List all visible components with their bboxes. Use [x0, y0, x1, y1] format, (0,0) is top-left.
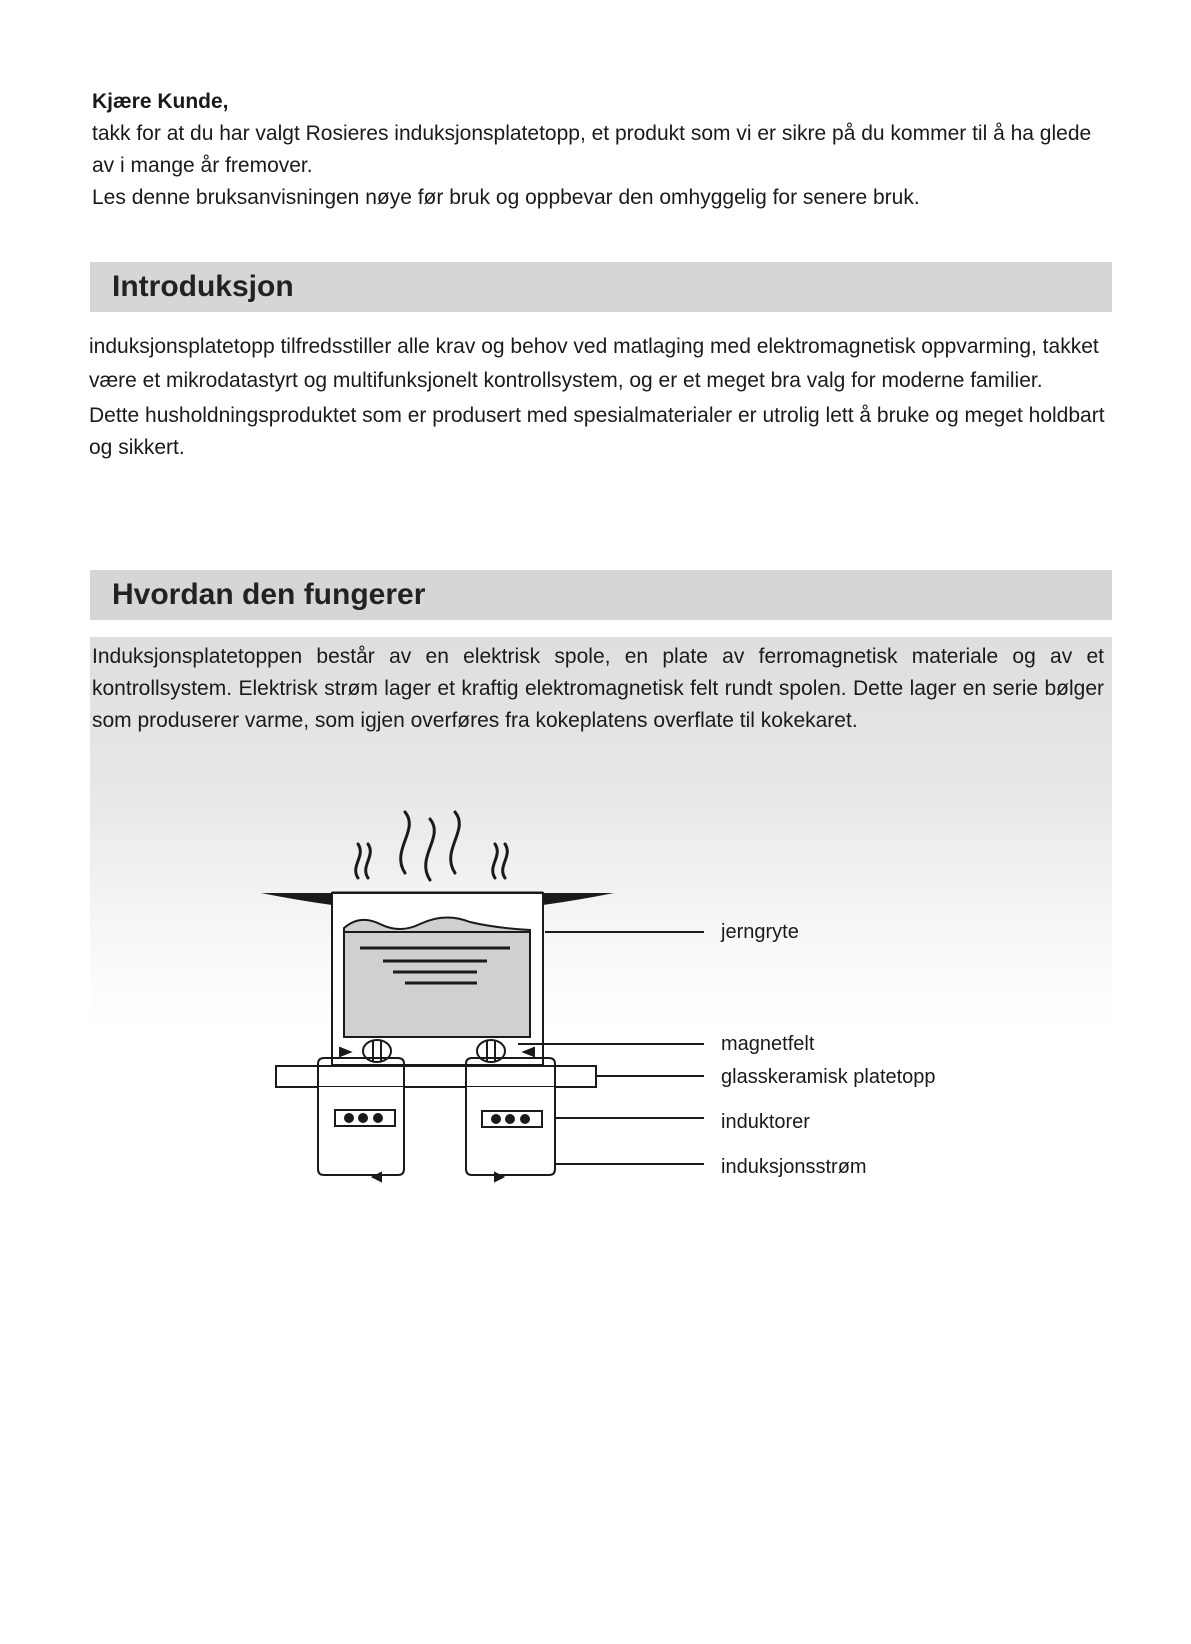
steam-icon [356, 812, 508, 880]
how-paragraph: Induksjonsplatetoppen består av en elektrisk spole, en plate av ferromagnetisk materiale og av et kontrollsystem. Elektrisk strøm lager et kraftig elektromagnetisk felt rundt spolen. Dette lager en serie bølger som produserer varme, som igjen overføres fra kokeplatens overflate til kokekaret. [92, 645, 1104, 732]
greeting-thanks: takk for at du har valgt Rosieres induksjonsplatetopp, et produkt som vi er sikre på du kommer til å ha glede av i mange år fremover. [92, 122, 1092, 177]
glass-top-icon [276, 1066, 596, 1087]
label-pot: jerngryte [721, 921, 799, 943]
salutation: Kjære Kunde, [92, 90, 229, 113]
pot-icon [261, 893, 614, 1065]
label-induction-current: induksjonsstrøm [721, 1156, 867, 1178]
intro-heading: Introduksjon [112, 270, 294, 303]
label-magnetic-field: magnetfelt [721, 1033, 815, 1055]
label-inductors: induktorer [721, 1111, 810, 1133]
greeting-instructions: Les denne bruksanvisningen nøye før bruk og oppbevar den omhyggelig for senere bruk. [92, 186, 920, 209]
label-glass-top: glasskeramisk platetopp [721, 1066, 936, 1088]
how-heading: Hvordan den fungerer [112, 578, 426, 611]
intro-paragraph-1: induksjonsplatetopp tilfredsstiller alle krav og behov ved matlaging med elektromagnetisk oppvarming, takket være et mikrodatastyrt og multifunksjonelt kontrollsystem, og er et meget bra valg for moderne familier. [89, 335, 1099, 392]
intro-paragraph-2: Dette husholdningsproduktet som er produsert med spesialmaterialer er utrolig lett å bruke og meget holdbart og sikkert. [89, 404, 1105, 459]
